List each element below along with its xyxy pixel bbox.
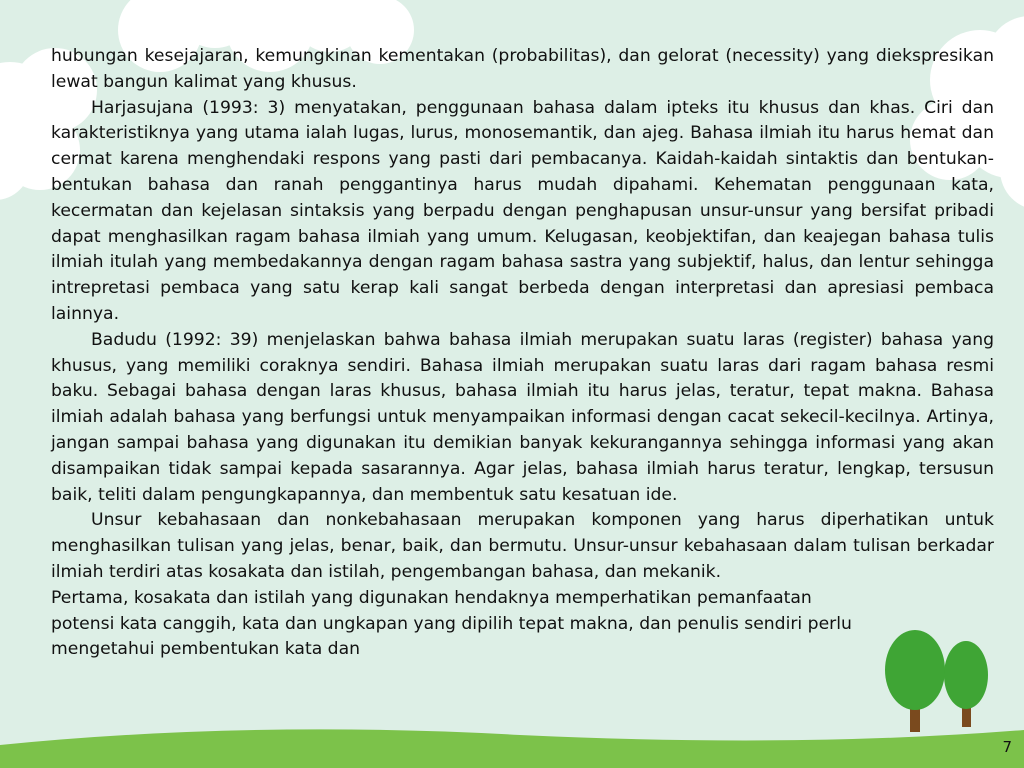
paragraph-5: Pertama, kosakata dan istilah yang digunakan hendaknya memperhatikan pemanfaatan potensi kata canggih, kata dan ungkapan yang dipilih tepat makna, dan penulis sendiri perlu mengetahui pembentukan kata dan — [51, 587, 852, 660]
paragraph-3: Badudu (1992: 39) menjelaskan bahwa bahasa ilmiah merupakan suatu laras (register) bahasa yang khusus, yang memiliki coraknya sendiri. Bahasa ilmiah merupakan suatu laras dari ragam bahasa resmi baku. Sebagai bahasa dengan laras khusus, bahasa ilmiah itu harus jelas, teratur, tepat makna. Bahasa ilmiah adalah bahasa yang berfungsi untuk menyampaikan informasi dengan cacat sekecil-kecilnya. Artinya, jangan sampai bahasa yang digunakan itu demikian banyak kekurangannya sehingga informasi yang akan disampaikan tidak sampai kepada sasarannya. Agar jelas, bahasa ilmiah harus teratur, lengkap, tersusun baik, teliti dalam pengungkapannya, dan membentuk satu kesatuan ide. — [51, 329, 994, 505]
page-number: 7 — [1002, 738, 1012, 756]
paragraph-1: hubungan kesejajaran, kemungkinan kementakan (probabilitas), dan gelorat (necessity) yang diekspresikan lewat bangun kalimat yang khusus. — [51, 46, 994, 92]
slide-body-text — [51, 44, 994, 663]
paragraph-4: Unsur kebahasaan dan nonkebahasaan merupakan komponen yang harus diperhatikan untuk menghasilkan tulisan yang jelas, benar, baik, dan bermutu. Unsur-unsur kebahasaan dalam tulisan berkadar ilmiah terdiri atas kosakata dan istilah, pengembangan bahasa, dan mekanik. — [51, 510, 994, 582]
paragraph-2: Harjasujana (1993: 3) menyatakan, penggunaan bahasa dalam ipteks itu khusus dan khas. Ciri dan karakteristiknya yang utama ialah lugas, lurus, monosemantik, dan ajeg. Bahasa ilmiah itu harus hemat dan cermat karena menghendaki respons yang pasti dari pembacanya. Kaidah-kaidah sintaktis dan bentukan-bentukan bahasa dan ranah penggantinya harus mudah dipahami. Kehematan penggunaan kata, kecermatan dan kejelasan sintaksis yang berpadu dengan penghapusan unsur-unsur yang bersifat pribadi dapat menghasilkan ragam bahasa ilmiah yang umum. Kelugasan, keobjektifan, dan keajegan bahasa tulis ilmiah itulah yang membedakannya dengan ragam bahasa sastra yang subjektif, halus, dan lentur sehingga intrepretasi pembaca yang satu kerap kali sangat berbeda dengan interpretasi dan apresiasi pembaca lainnya. — [51, 97, 994, 324]
